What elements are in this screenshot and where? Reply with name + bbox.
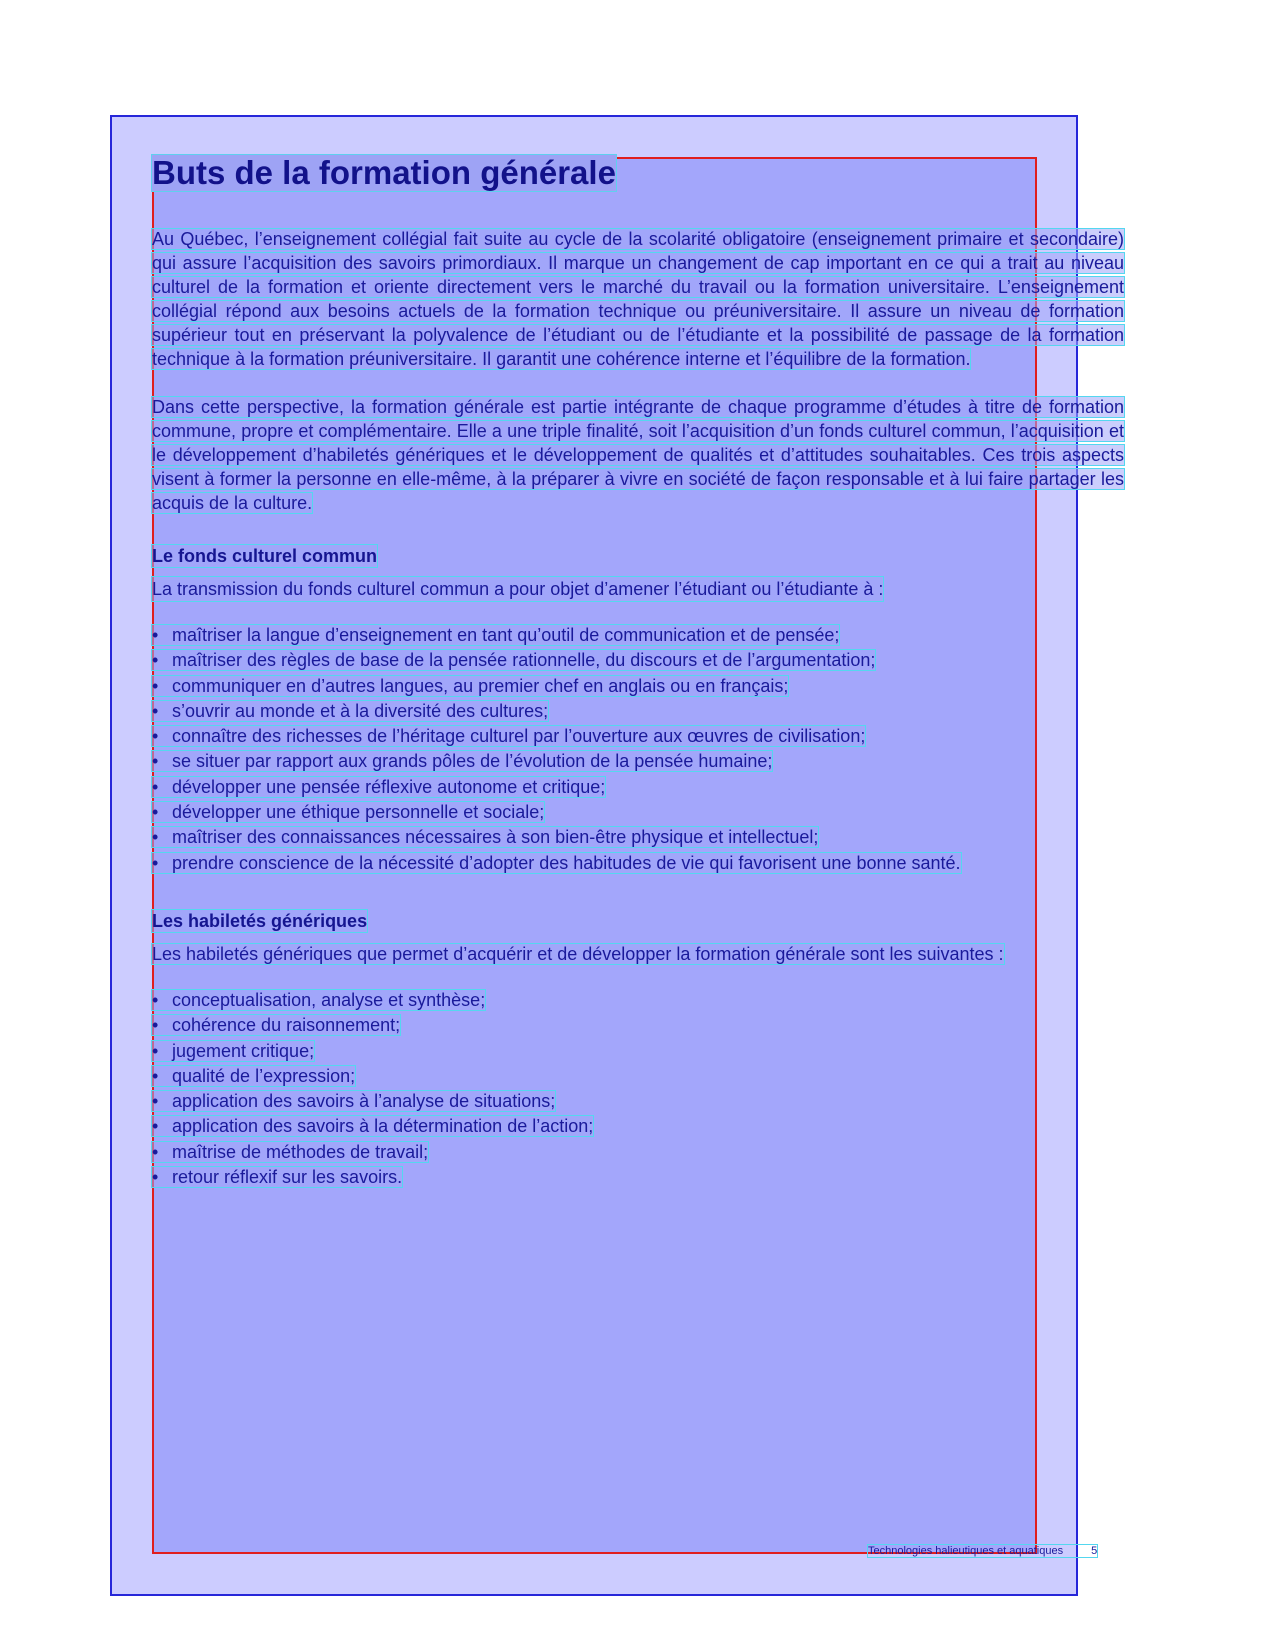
culture-list <box>152 623 1124 876</box>
bullet-icon: • <box>152 776 159 797</box>
section-intro-skills: Les habiletés génériques que permet d’acquérir et de développer la formation générale sont les suivantes : <box>152 943 1004 964</box>
bullet-icon: • <box>152 726 159 747</box>
bullet-icon: • <box>152 1167 159 1188</box>
paragraph-perspective <box>152 395 1124 515</box>
list-item: • développer une pensée réflexive autonome et critique; <box>152 776 606 797</box>
paragraph-intro-text: Au Québec, l’enseignement collégial fait suite au cycle de la scolarité obligatoire (enseignement primaire et secondaire) qui assure l’acquisition des savoirs primordiaux. Il marque un changement de cap important en ce qui a trait au niveau culturel de la formation et oriente directement vers le marché du travail ou la formation universitaire. L’enseignement collégial répond aux besoins actuels de la formation technique ou préuniversitaire. Il assure un niveau de formation supérieur tout en préservant la polyvalence de l’étudiant ou de l’étudiante et la possibilité de passage de la formation technique à la formation préuniversitaire. Il garantit une cohérence interne et l’équilibre de la formation. <box>152 229 1124 369</box>
bullet-icon: • <box>152 1116 159 1137</box>
list-item: • maîtriser des règles de base de la pensée rationnelle, du discours et de l’argumentation; <box>152 650 876 671</box>
list-item: • se situer par rapport aux grands pôles de l’évolution de la pensée humaine; <box>152 751 773 772</box>
list-item: • connaître des richesses de l’héritage culturel par l’ouverture aux œuvres de civilisation; <box>152 726 866 747</box>
bullet-icon: • <box>152 1040 159 1061</box>
section-intro-culture: La transmission du fonds culturel commun a pour objet d’amener l’étudiant ou l’étudiante à : <box>152 579 884 599</box>
list-item: • maîtrise de méthodes de travail; <box>152 1141 429 1162</box>
bullet-icon: • <box>152 675 159 696</box>
list-item: • conceptualisation, analyse et synthèse; <box>152 989 486 1010</box>
page-footer <box>868 1545 1097 1557</box>
list-item: • maîtriser des connaissances nécessaires à son bien-être physique et intellectuel; <box>152 827 819 848</box>
bullet-icon: • <box>152 1141 159 1162</box>
list-item: • développer une éthique personnelle et sociale; <box>152 802 545 823</box>
section-heading-culture: Le fonds culturel commun <box>152 546 378 566</box>
skills-list <box>152 988 1124 1190</box>
paragraph-intro <box>152 227 1124 371</box>
list-item: • qualité de l’expression; <box>152 1065 356 1086</box>
bullet-icon: • <box>152 1015 159 1036</box>
bullet-icon: • <box>152 1091 159 1112</box>
section-heading-skills: Les habiletés génériques <box>152 910 368 931</box>
bullet-icon: • <box>152 802 159 823</box>
bullet-icon: • <box>152 1065 159 1086</box>
bullet-icon: • <box>152 700 159 721</box>
list-item: • maîtriser la langue d’enseignement en tant qu’outil de communication et de pensée; <box>152 625 840 645</box>
list-item: • prendre conscience de la nécessité d’adopter des habitudes de vie qui favorisent une bonne santé. <box>152 852 961 873</box>
list-item: • application des savoirs à l’analyse de situations; <box>152 1091 556 1112</box>
list-item: • s’ouvrir au monde et à la diversité des cultures; <box>152 700 549 721</box>
bullet-icon: • <box>152 751 159 772</box>
paragraph-perspective-text: Dans cette perspective, la formation générale est partie intégrante de chaque programme d’études à titre de formation commune, propre et complémentaire. Elle a une triple finalité, soit l’acquisition d’un fonds culturel commun, l’acquisition et le développement d’habiletés génériques et le développement de qualités et d’attitudes souhaitables. Ces trois aspects visent à former la personne en elle-même, à la préparer à vivre en société de façon responsable et à lui faire partager les acquis de la culture. <box>152 397 1124 513</box>
list-item: • application des savoirs à la détermination de l’action; <box>152 1116 594 1137</box>
list-item: • jugement critique; <box>152 1040 315 1061</box>
bullet-icon: • <box>152 827 159 848</box>
list-item: • cohérence du raisonnement; <box>152 1015 401 1036</box>
bullet-icon: • <box>152 625 159 645</box>
page-number: 5 <box>1091 1545 1098 1557</box>
bullet-icon: • <box>152 650 159 671</box>
footer-program: Technologies halieutiques et aquatiques <box>868 1545 1064 1557</box>
bullet-icon: • <box>152 852 159 873</box>
document-content <box>152 155 1124 1190</box>
list-item: • communiquer en d’autres langues, au premier chef en anglais ou en français; <box>152 675 789 696</box>
bullet-icon: • <box>152 989 159 1010</box>
page-title: Buts de la formation générale <box>152 154 616 191</box>
list-item: • retour réflexif sur les savoirs. <box>152 1167 403 1188</box>
